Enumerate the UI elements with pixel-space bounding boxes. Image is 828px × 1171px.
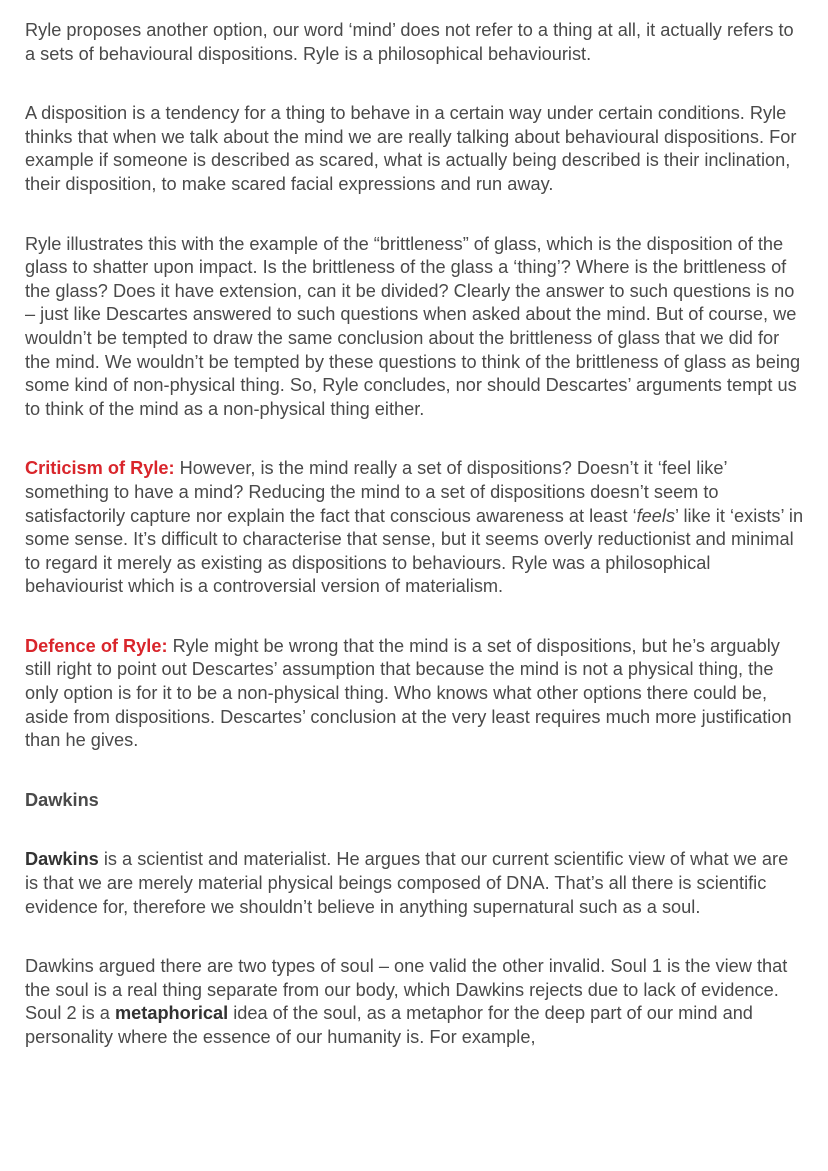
dawkins-intro-text: is a scientist and materialist. He argues that our current scientific view of what we are is that we are merely material physical beings composed of DNA. That’s all there is scientific evidence for, therefore we shouldn’t believe in anything supernatural such as a soul. — [25, 849, 789, 917]
section-heading-dawkins — [25, 789, 805, 813]
paragraph-defence — [25, 635, 805, 753]
criticism-label: Criticism of Ryle: — [25, 458, 175, 479]
paragraph-dawkins-intro — [25, 848, 805, 919]
dawkins-soul-text-b: idea of the soul, as a metaphor for the deep part of our mind and personality where the essence of our humanity is. For example, — [25, 1003, 753, 1047]
section-heading-text: Dawkins — [25, 789, 99, 810]
paragraph-ryle-option — [25, 19, 805, 66]
dawkins-soul-bold: metaphorical — [114, 1003, 229, 1024]
paragraph-disposition — [25, 102, 805, 196]
paragraph-criticism — [25, 457, 805, 599]
defence-text: Ryle might be wrong that the mind is a set of dispositions, but he’s arguably still right to point out Descartes’ assumption that because the mind is not a physical thing, the only option is for it to be a non-physical thing. Who knows what other options there could be, aside from dispositions. Descartes’ conclusion at the very least requires much more justification than he gives. — [25, 635, 792, 751]
criticism-text-b: ’ like it ‘exists’ in some sense. It’s difficult to characterise that sense, but it seems overly reductionist and minimal to regard it merely as existing as dispositions to behaviours. Ryle was a philosophical behaviourist which is a controversial version of materialism. — [25, 505, 804, 597]
dawkins-bold-name: Dawkins — [25, 849, 99, 870]
dawkins-soul-text-a: Dawkins argued there are two types of soul – one valid the other invalid. Soul 1 is the view that the soul is a real thing separate from our body, which Dawkins rejects due to lack of evidence. Soul 2 is a — [25, 956, 788, 1024]
paragraph-text: A disposition is a tendency for a thing to behave in a certain way under certain conditions. Ryle thinks that when we talk about the mind we are really talking about behavioural dispositions. For example if someone is described as scared, what is actually being described is their inclination, their disposition, to make scared facial expressions and run away. — [25, 103, 797, 194]
criticism-emphasis: feels — [636, 505, 676, 526]
document-page — [25, 19, 805, 1086]
paragraph-text: Ryle illustrates this with the example of the “brittleness” of glass, which is the disposition of the glass to shatter upon impact. Is the brittleness of the glass a ‘thing’? Where is the brittleness of the glass? Does it have extension, can it be divided? Clearly the answer to such questions is no – just like Descartes answered to such questions when asked about the mind. But of course, we wouldn’t be tempted to draw the same conclusion about the brittleness of glass that we did for the mind. We wouldn’t be tempted by these questions to think of the brittleness of glass as being some kind of non-physical thing. So, Ryle concludes, nor should Descartes’ arguments tempt us to think of the mind as a non-physical thing either. — [25, 233, 801, 419]
paragraph-dawkins-soul — [25, 955, 805, 1049]
paragraph-text: Ryle proposes another option, our word ‘mind’ does not refer to a thing at all, it actually refers to a sets of behavioural dispositions. Ryle is a philosophical behaviourist. — [25, 20, 794, 64]
criticism-text-a: However, is the mind really a set of dispositions? Doesn’t it ‘feel like’ something to have a mind? Reducing the mind to a set of dispositions doesn’t seem to satisfactorily capture nor explain the fact that conscious awareness at least ‘ — [25, 458, 727, 526]
paragraph-brittleness — [25, 233, 805, 422]
defence-label: Defence of Ryle: — [25, 635, 168, 656]
